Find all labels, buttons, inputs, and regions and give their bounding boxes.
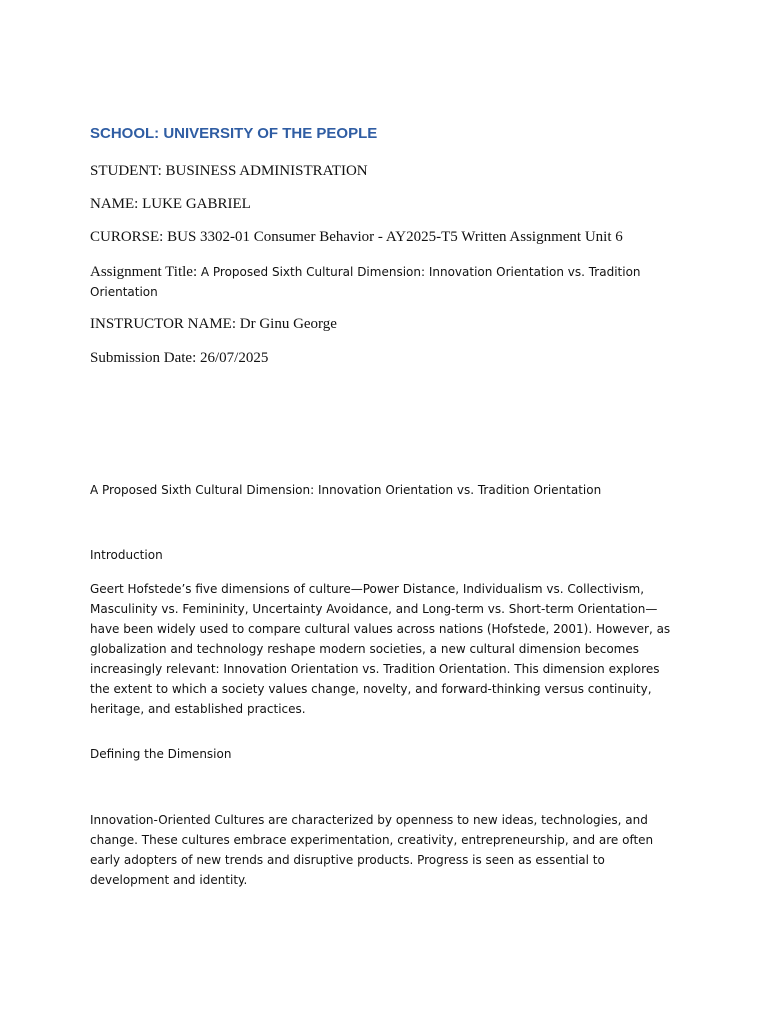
defining-dimension-heading: Defining the Dimension <box>90 747 232 761</box>
innovation-cultures-paragraph: Innovation-Oriented Cultures are characterized by openness to new ideas, technologies, and change. These cultures embrace experimentation, creativity, entrepreneurship, and are often early adopters of new trends and disruptive products. Progress is seen as essential to development and identity. <box>90 813 654 887</box>
school-heading: SCHOOL: UNIVERSITY OF THE PEOPLE <box>90 125 378 142</box>
assignment-title-line <box>90 262 650 302</box>
instructor-line: INSTRUCTOR NAME: Dr Ginu George <box>90 316 337 332</box>
course-line: CURORSE: BUS 3302-01 Consumer Behavior - AY2025-T5 Written Assignment Unit 6 <box>90 229 623 245</box>
submission-date-line: Submission Date: 26/07/2025 <box>90 350 269 366</box>
student-line: STUDENT: BUSINESS ADMINISTRATION <box>90 163 368 179</box>
essay-title: A Proposed Sixth Cultural Dimension: Innovation Orientation vs. Tradition Orientation <box>90 483 602 497</box>
introduction-paragraph: Geert Hofstede’s five dimensions of culture—Power Distance, Individualism vs. Collectivism, Masculinity vs. Femininity, Uncertainty Avoidance, and Long-term vs. Short-term Orientation—have been widely used to compare cultural values across nations (Hofstede, 2001). However, as globalization and technology reshape modern societies, a new cultural dimension becomes increasingly relevant: Innovation Orientation vs. Tradition Orientation. This dimension explores the extent to which a society values change, novelty, and forward-thinking versus continuity, heritage, and established practices. <box>90 582 671 716</box>
introduction-heading: Introduction <box>90 548 163 562</box>
name-line: NAME: LUKE GABRIEL <box>90 196 251 212</box>
assignment-title-value: A Proposed Sixth Cultural Dimension: Innovation Orientation vs. Tradition Orientation <box>90 265 641 299</box>
assignment-title-label: Assignment Title: <box>90 264 201 280</box>
